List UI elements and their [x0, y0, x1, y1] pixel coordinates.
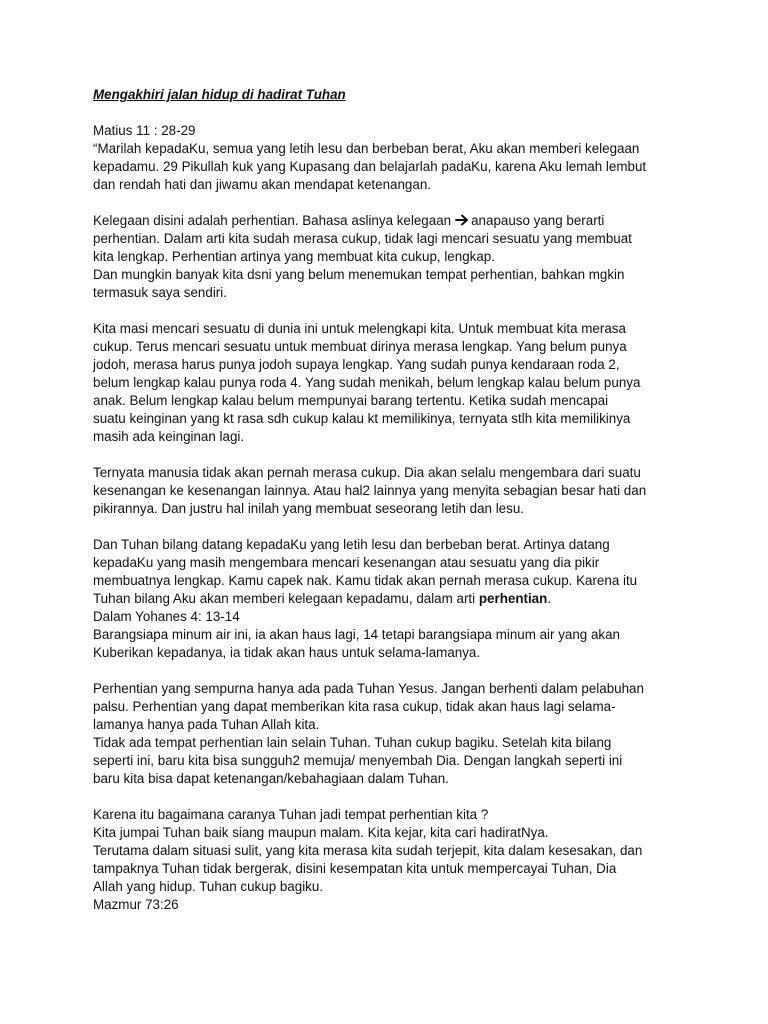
text-line: baru kita bisa dapat ketenangan/kebahagiaan dalam Tuhan. [93, 771, 449, 786]
text-line: lamanya hanya pada Tuhan Allah kita. [93, 717, 320, 732]
text-line-with-bold [93, 590, 693, 608]
text-line: kita lengkap. Perhentian artinya yang membuat kita cukup, lengkap. [93, 249, 495, 264]
text-line: Kuberikan kepadanya, ia tidak akan haus untuk selama-lamanya. [93, 645, 481, 660]
paragraph-bagaimana [93, 806, 693, 914]
paragraph-datang [93, 536, 693, 662]
text-segment: . [547, 591, 552, 606]
text-line: cukup. Terus mencari sesuatu untuk membuat dirinya merasa lengkap. Yang belum punya [93, 339, 627, 354]
document-page [93, 86, 693, 914]
text-line: Dan Tuhan bilang datang kepadaKu yang letih lesu dan berbeban berat. Artinya datang [93, 537, 610, 552]
text-line: pikirannya. Dan justru hal inilah yang membuat seseorang letih dan lesu. [93, 501, 524, 516]
text-line: Matius 11 : 28-29 [93, 123, 196, 138]
text-line: palsu. Perhentian yang dapat memberikan kita rasa cukup, tidak akan haus lagi selama- [93, 699, 616, 714]
text-line: Ternyata manusia tidak akan pernah merasa cukup. Dia akan selalu mengembara dari suatu [93, 465, 641, 480]
spacer [93, 104, 693, 122]
text-line: Allah yang hidup. Tuhan cukup bagiku. [93, 879, 324, 894]
document-title: Mengakhiri jalan hidup di hadirat Tuhan [93, 87, 346, 102]
text-line: “Marilah kepadaKu, semua yang letih lesu dan berbeban berat, Aku akan memberi kelegaan [93, 141, 640, 156]
arrow-right-icon [455, 214, 469, 226]
paragraph-kelegaan [93, 212, 693, 302]
text-line: kepadamu. 29 Pikullah kuk yang Kupasang dan belajarlah padaKu, karena Aku lemah lembut [93, 159, 647, 174]
text-line: Tidak ada tempat perhentian lain selain Tuhan. Tuhan cukup bagiku. Setelah kita bilang [93, 735, 612, 750]
text-line: Mazmur 73:26 [93, 897, 179, 912]
spacer [93, 194, 693, 212]
text-line: anak. Belum lengkap kalau belum mempunyai barang tertentu. Ketika sudah mencapai [93, 393, 609, 408]
paragraph-manusia [93, 464, 693, 518]
spacer [93, 518, 693, 536]
text-line-with-arrow [93, 212, 693, 230]
text-line: Kita masi mencari sesuatu di dunia ini untuk melengkapi kita. Untuk membuat kita merasa [93, 321, 626, 336]
text-line: termasuk saya sendiri. [93, 285, 227, 300]
text-segment: Kelegaan disini adalah perhentian. Bahasa aslinya kelegaan [93, 213, 452, 228]
text-line: Perhentian yang sempurna hanya ada pada Tuhan Yesus. Jangan berhenti dalam pelabuhan [93, 681, 644, 696]
text-line: seperti ini, baru kita bisa sungguh2 memuja/ menyembah Dia. Dengan langkah seperti ini [93, 753, 623, 768]
text-line: Terutama dalam situasi sulit, yang kita merasa kita sudah terjepit, kita dalam kesesakan, dan [93, 843, 643, 858]
text-line: suatu keinginan yang kt rasa sdh cukup kalau kt memilikinya, ternyata stlh kita memilikinya [93, 411, 631, 426]
text-line: masih ada keinginan lagi. [93, 429, 245, 444]
text-line: perhentian. Dalam arti kita sudah merasa cukup, tidak lagi mencari sesuatu yang membuat [93, 231, 632, 246]
text-line: Dan mungkin banyak kita dsni yang belum menemukan tempat perhentian, bahkan mgkin [93, 267, 625, 282]
text-line: kepadaKu yang masih mengembara mencari kesenangan atau sesuatu yang dia pikir [93, 555, 600, 570]
text-line: belum lengkap kalau punya roda 4. Yang sudah menikah, belum lengkap kalau belum punya [93, 375, 641, 390]
text-line: Dalam Yohanes 4: 13-14 [93, 609, 240, 624]
text-line: tampaknya Tuhan tidak bergerak, disini kesempatan kita untuk mempercayai Tuhan, Dia [93, 861, 617, 876]
text-segment: anapauso yang berarti [471, 213, 605, 228]
text-line: jodoh, merasa harus punya jodoh supaya lengkap. Yang sudah punya kendaraan roda 2, [93, 357, 620, 372]
text-segment: Tuhan bilang Aku akan memberi kelegaan kepadamu, dalam arti [93, 591, 476, 606]
spacer [93, 662, 693, 680]
text-line: Kita jumpai Tuhan baik siang maupun malam. Kita kejar, kita cari hadiratNya. [93, 825, 549, 840]
spacer [93, 788, 693, 806]
spacer [93, 302, 693, 320]
text-line: membuatnya lengkap. Kamu capek nak. Kamu tidak akan pernah merasa cukup. Karena itu [93, 573, 638, 588]
text-line: Barangsiapa minum air ini, ia akan haus lagi, 14 tetapi barangsiapa minum air yang akan [93, 627, 621, 642]
paragraph-scripture-matius [93, 122, 693, 194]
text-line: dan rendah hati dan jiwamu akan mendapat ketenangan. [93, 177, 431, 192]
spacer [93, 446, 693, 464]
paragraph-mencari [93, 320, 693, 446]
paragraph-perhentian-sempurna [93, 680, 693, 788]
emphasis-perhentian: perhentian [478, 591, 548, 606]
text-line: kesenangan ke kesenangan lainnya. Atau hal2 lainnya yang menyita sebagian besar hati dan [93, 483, 647, 498]
text-line: Karena itu bagaimana caranya Tuhan jadi tempat perhentian kita ? [93, 807, 489, 822]
